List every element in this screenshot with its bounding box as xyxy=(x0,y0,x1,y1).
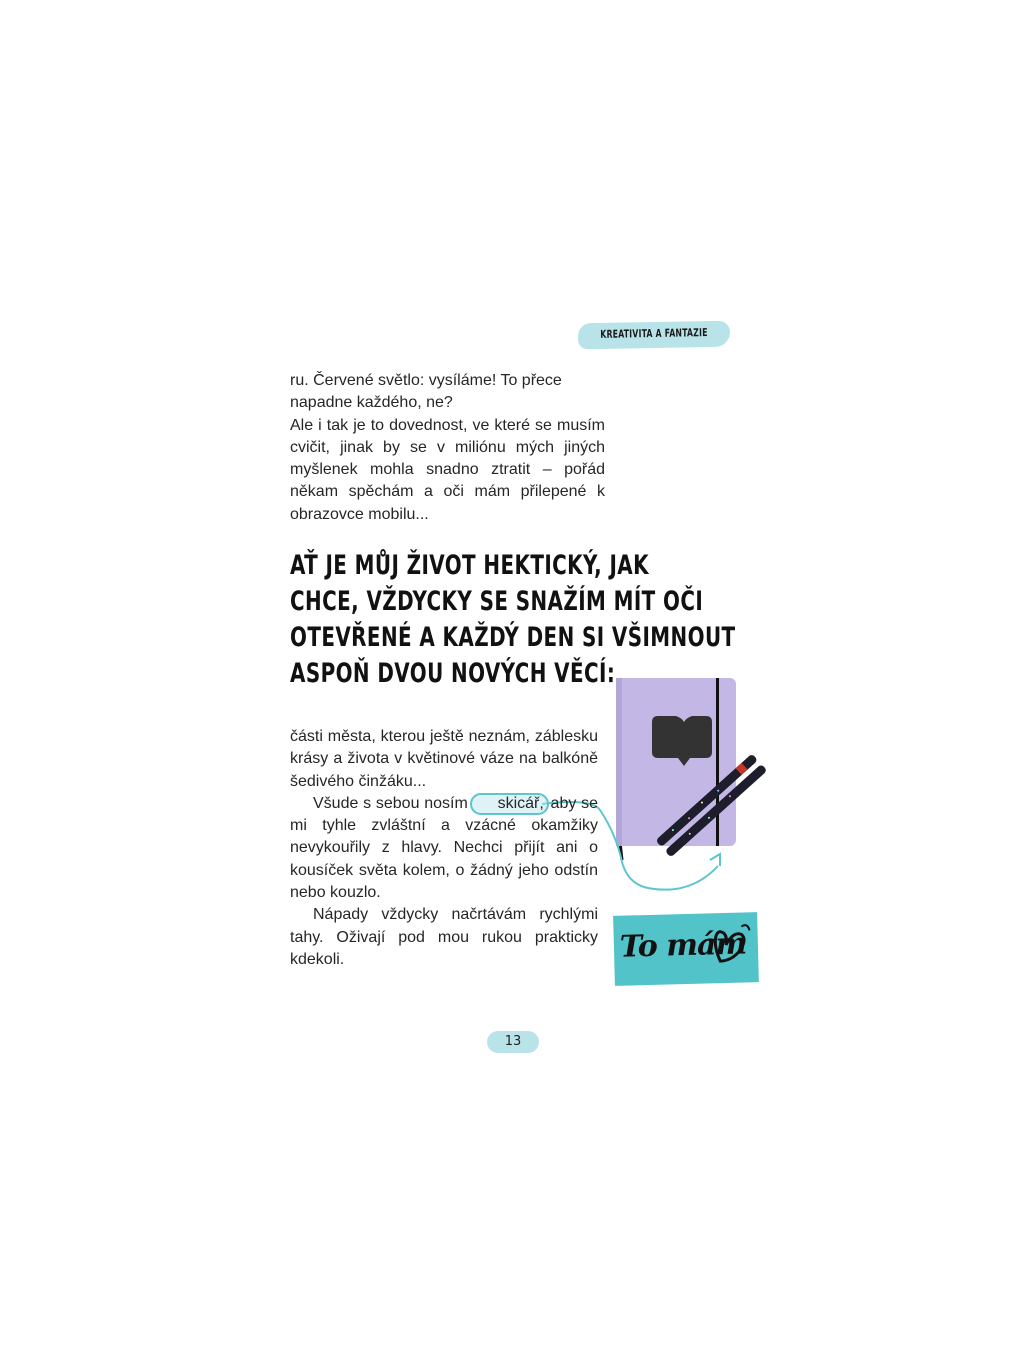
heading-line: OTEVŘENÉ A KAŽDÝ DEN SI VŠIMNOUT xyxy=(290,622,736,653)
page-number-badge xyxy=(487,1031,539,1053)
to-mam-sticker xyxy=(613,912,759,986)
page-number: 13 xyxy=(504,1034,522,1049)
text-paragraph: části města, kterou ještě neznám, záblesku krásy a života v květinové váze na balkóně šedivého činžáku... xyxy=(290,728,598,790)
section-tag-label: KREATIVITA A FANTAZIE xyxy=(600,326,708,341)
text-paragraph: Nápady vždycky načrtávám rychlými tahy. Oživají pod mou rukou prakticky kdekoli. xyxy=(290,906,598,968)
heading-line: AŤ JE MŮJ ŽIVOT HEKTICKÝ, JAK xyxy=(290,550,649,581)
text-paragraph: Ale i tak je to dovednost, ve které se musím cvičit, jinak by se v miliónu mých jiných myšlenek mohla snadno ztratit – pořád někam spěchám a oči mám přilepené k obrazovce mobilu... xyxy=(290,416,605,523)
highlighted-word: skicář, xyxy=(470,793,549,815)
text-paragraph xyxy=(290,793,598,904)
body-text-bottom xyxy=(290,726,598,971)
text-fragment: Všude s sebou nosím xyxy=(313,794,473,812)
heart-icon xyxy=(711,920,752,971)
handwritten-heading xyxy=(290,548,736,692)
section-tag xyxy=(578,321,730,350)
text-line: napadne každého, ne? xyxy=(290,394,453,412)
heading-line: CHCE, VŽDYCKY SE SNAŽÍM MÍT OČI xyxy=(290,586,704,617)
sticker-label: To mám xyxy=(619,926,747,965)
heading-line: ASPOŇ DVOU NOVÝCH VĚCÍ: xyxy=(290,658,616,689)
text-line: ru. Červené světlo: vysíláme! To přece xyxy=(290,372,562,389)
text-fragment: aby se mi tyhle zvláštní a vzácné okamžiky nevykouřily z hlavy. Nechci přijít ani o kousíček světa kolem, o žádný jeho odstín nebo kouzlo. xyxy=(290,794,599,902)
body-text-top xyxy=(290,370,605,526)
